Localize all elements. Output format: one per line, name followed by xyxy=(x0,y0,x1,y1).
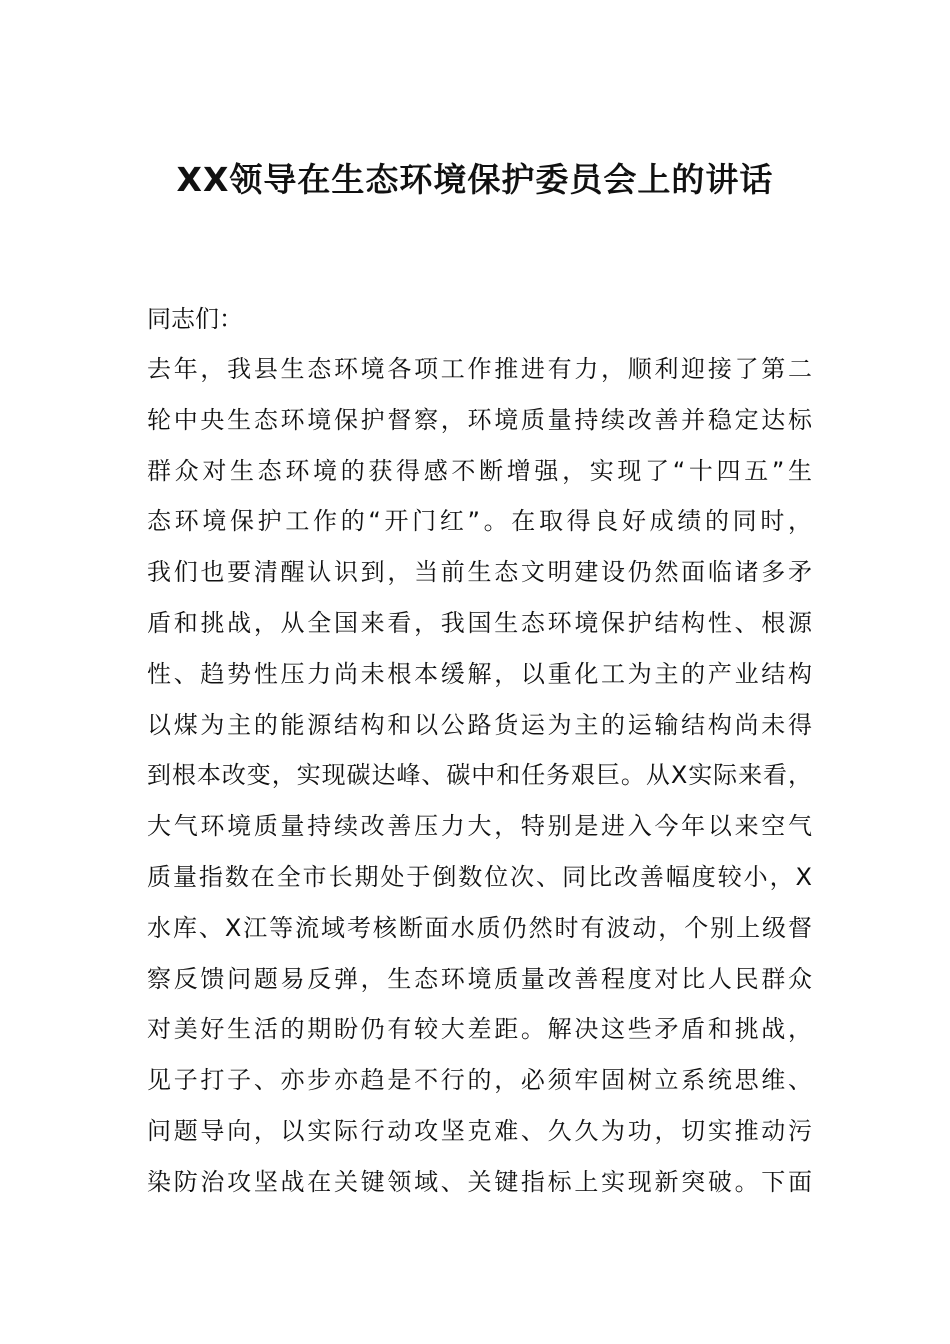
paragraph-line: 盾和挑战，从全国来看，我国生态环境保护结构性、根源 xyxy=(147,608,812,637)
paragraph-line: 去年，我县生态环境各项工作推进有力，顺利迎接了第二 xyxy=(147,355,812,383)
paragraph-line: 轮中央生态环境保护督察，环境质量持续改善并稳定达标 xyxy=(147,405,812,434)
paragraph-line: 以煤为主的能源结构和以公路货运为主的运输结构尚未得 xyxy=(147,710,812,739)
paragraph-line: 察反馈问题易反弹，生态环境质量改善程度对比人民群众 xyxy=(147,964,812,993)
paragraph-line: 我们也要清醒认识到，当前生态文明建设仍然面临诸多矛 xyxy=(147,558,812,587)
paragraph-line: 态环境保护工作的“开门红”。在取得良好成绩的同时， xyxy=(147,507,812,536)
paragraph-line: 到根本改变，实现碳达峰、碳中和任务艰巨。从X实际来看， xyxy=(147,761,812,790)
document-title: XX领导在生态环境保护委员会上的讲话 xyxy=(176,160,774,199)
paragraph-line: 质量指数在全市长期处于倒数位次、同比改善幅度较小，X xyxy=(147,862,812,891)
paragraph-line: 问题导向，以实际行动攻坚克难、久久为功，切实推动污 xyxy=(147,1116,812,1145)
paragraph-line: 水库、X江等流域考核断面水质仍然时有波动，个别上级督 xyxy=(147,913,812,942)
paragraph-line: 性、趋势性压力尚未根本缓解，以重化工为主的产业结构 xyxy=(147,659,812,688)
paragraph-line: 对美好生活的期盼仍有较大差距。解决这些矛盾和挑战， xyxy=(147,1015,812,1044)
paragraph-line: 群众对生态环境的获得感不断增强，实现了“十四五”生 xyxy=(147,456,812,485)
body-paragraph xyxy=(147,344,812,1208)
paragraph-line: 染防治攻坚战在关键领域、关键指标上实现新突破。下面 xyxy=(147,1167,812,1196)
greeting: 同志们： xyxy=(147,305,243,333)
paragraph-line: 见子打子、亦步亦趋是不行的，必须牢固树立系统思维、 xyxy=(147,1066,812,1095)
paragraph-line: 大气环境质量持续改善压力大，特别是进入今年以来空气 xyxy=(147,812,812,841)
